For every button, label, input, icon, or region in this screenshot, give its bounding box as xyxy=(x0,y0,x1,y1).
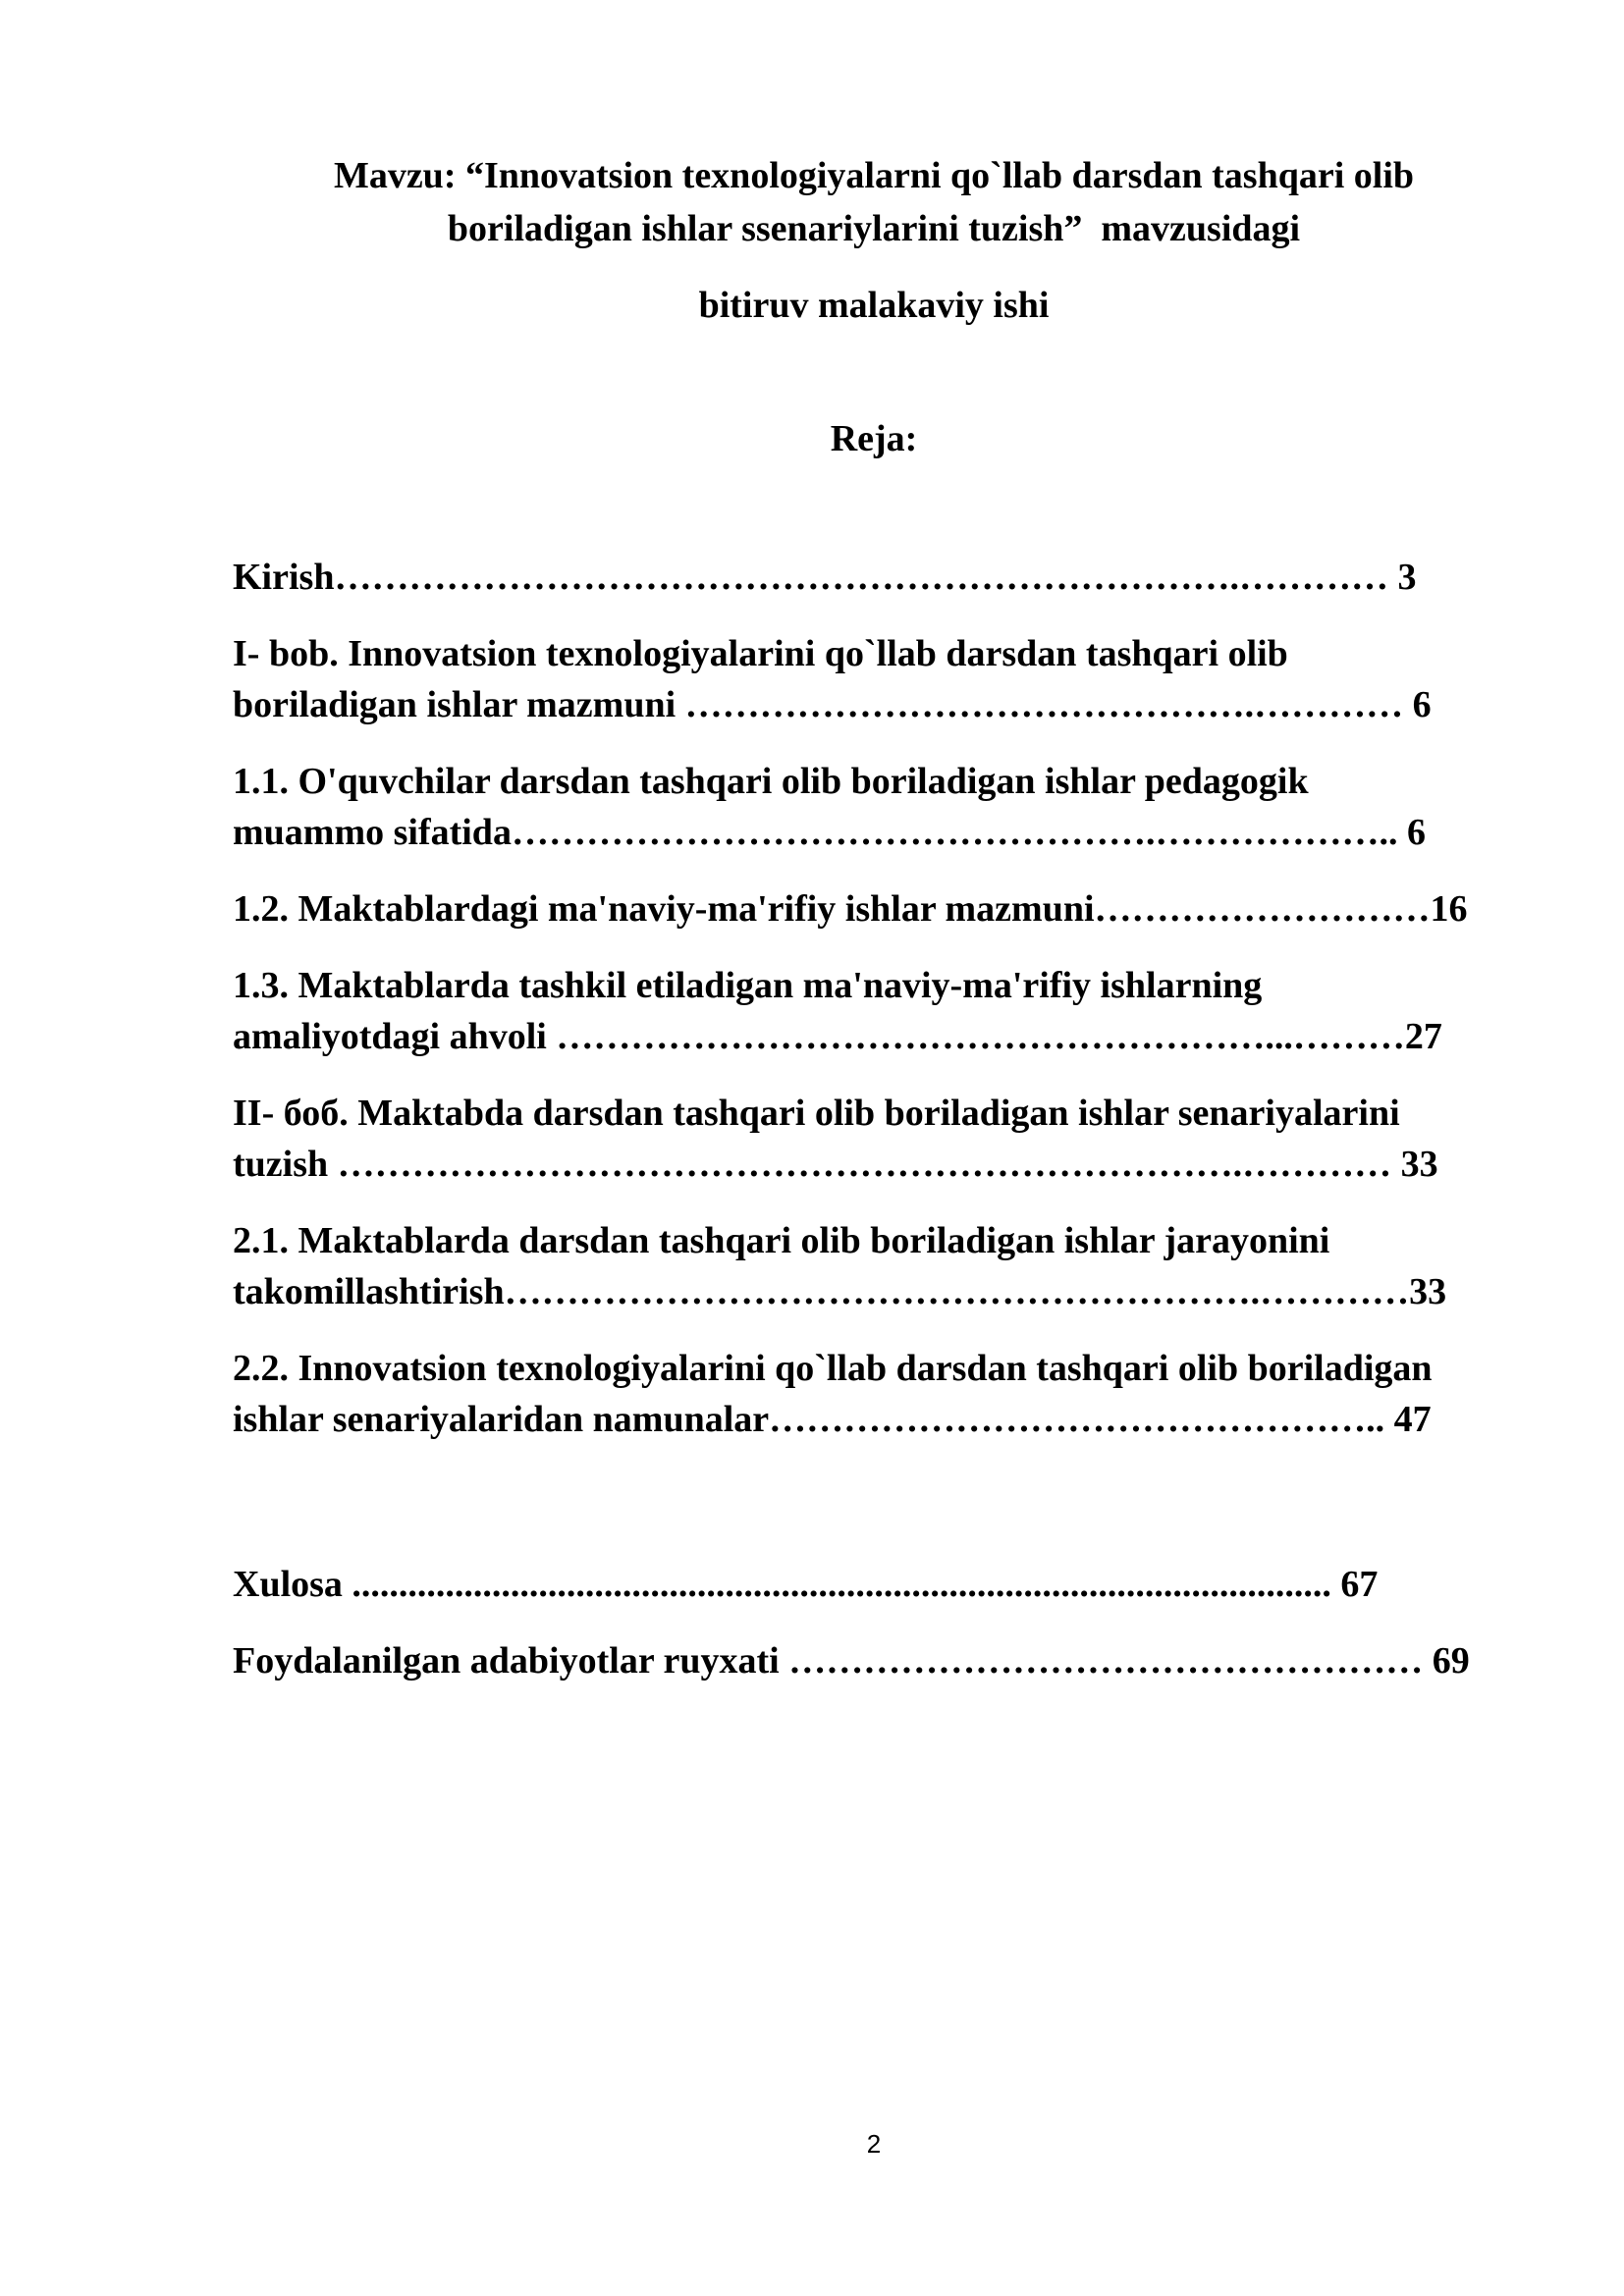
title-line-2: boriladigan ishlar ssenariylarini tuzish” mavzusidagi xyxy=(447,208,1301,249)
toc-line: ishlar senariyalaridan namunalar………………………………………….. 47 xyxy=(233,1399,1432,1440)
toc-entry-xulosa xyxy=(233,1559,1378,1610)
toc-line: Foydalanilgan adabiyotlar ruyxati …………………………………………… 69 xyxy=(233,1640,1470,1682)
toc-line: 1.1. O'quvchilar darsdan tashqari olib boriladigan ishlar pedagogik xyxy=(233,761,1309,802)
toc-entry-section-1-2 xyxy=(233,883,1468,934)
toc-line: muammo sifatida…………………………………………….……………….. 6 xyxy=(233,812,1426,853)
toc-entry-section-2-2 xyxy=(233,1343,1433,1445)
page-number: 2 xyxy=(866,2129,882,2159)
toc-entry-section-1-3 xyxy=(233,960,1442,1062)
document-subtitle: bitiruv malakaviy ishi xyxy=(698,285,1050,326)
toc-line: 2.1. Maktablarda darsdan tashqari olib boriladigan ishlar jarayonini xyxy=(233,1220,1330,1261)
toc-entry-kirish xyxy=(233,552,1416,603)
plan-heading: Reja: xyxy=(830,418,918,459)
toc-line: 1.3. Maktablarda tashkil etiladigan ma'naviy-ma'rifiy ishlarning xyxy=(233,965,1263,1006)
title-line-1: Mavzu: “Innovatsion texnologiyalarni qo`llab darsdan tashqari olib xyxy=(333,155,1415,196)
toc-line: boriladigan ishlar mazmuni ……………………………………….………… 6 xyxy=(233,684,1432,725)
toc-line: II- боб. Maktabda darsdan tashqari olib boriladigan ishlar senariyalarini xyxy=(233,1093,1400,1134)
toc-line: Xulosa ......................................................................................................... 67 xyxy=(233,1564,1379,1605)
toc-line: I- bob. Innovatsion texnologiyalarini qo`llab darsdan tashqari olib xyxy=(233,633,1288,674)
toc-line: amaliyotdagi ahvoli …………………………………………………...………27 xyxy=(233,1016,1442,1057)
document-title xyxy=(236,149,1512,255)
toc-entry-section-2-1 xyxy=(233,1215,1446,1317)
toc-entry-chapter-1 xyxy=(233,628,1432,730)
toc-line: Kirish……………………………………………………………….………… 3 xyxy=(233,557,1417,598)
toc-entry-bibliography xyxy=(233,1635,1470,1686)
toc-line: 2.2. Innovatsion texnologiyalarini qo`llab darsdan tashqari olib boriladigan xyxy=(233,1348,1433,1389)
toc-entry-section-1-1 xyxy=(233,756,1426,858)
toc-line: tuzish ……………………………………………………………….………… 33 xyxy=(233,1144,1438,1185)
toc-line: 1.2. Maktablardagi ma'naviy-ma'rifiy ishlar mazmuni………………………16 xyxy=(233,888,1468,930)
toc-line: takomillashtirish…………………………………………………….…………33 xyxy=(233,1271,1447,1312)
toc-entry-chapter-2 xyxy=(233,1088,1438,1190)
